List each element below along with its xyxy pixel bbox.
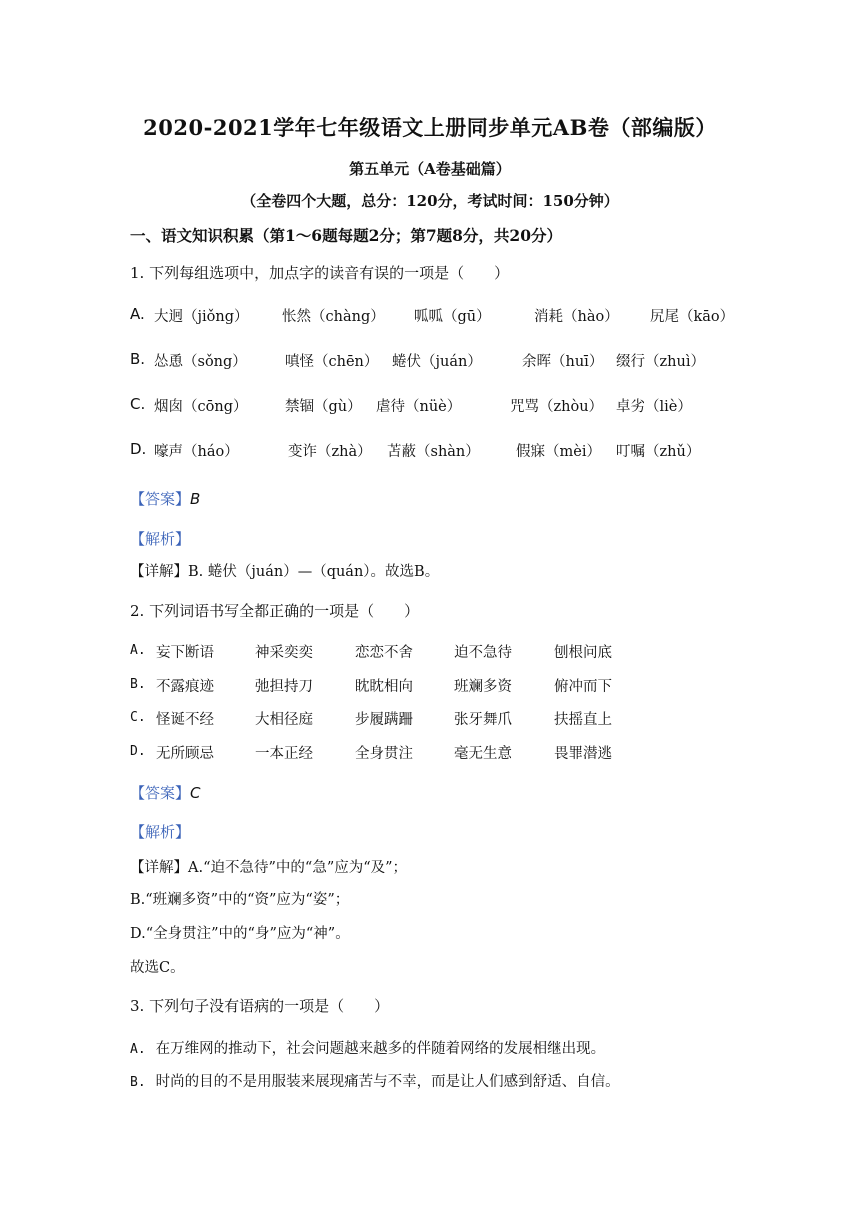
word-item: 妄下断语	[156, 645, 214, 661]
pinyin-item: 变诈（zhà）	[288, 444, 372, 460]
word-item: 扶摇直上	[554, 712, 612, 728]
word-item: 无所顾忌	[156, 746, 214, 762]
word-item: 大相径庭	[255, 712, 313, 728]
detail-line: D.“全身贯注”中的“身”应为“神”。	[130, 926, 350, 942]
option-label: A.	[130, 305, 145, 323]
q2-option-d	[130, 742, 650, 764]
pinyin-item: 禁锢（gù）	[285, 399, 362, 415]
pinyin-item: 尻尾（kāo）	[650, 309, 735, 325]
sentence-text: 时尚的目的不是用服装来展现痛苦与不幸，而是让人们感到舒适、自信。	[155, 1074, 620, 1090]
word-item: 迫不急待	[454, 645, 512, 661]
option-label: C.	[130, 395, 146, 413]
pinyin-item: 假寐（mèi）	[516, 444, 601, 460]
pinyin-item: 蜷伏（juán）	[392, 354, 482, 370]
pinyin-item: 嗔怪（chēn）	[285, 354, 379, 370]
detail-line: 【详解】B. 蜷伏（juán）—（quán）。故选B。	[130, 564, 440, 580]
analysis-tag-1: 【解析】	[130, 530, 191, 548]
option-label: C.	[130, 710, 146, 725]
word-item: 怪诞不经	[156, 712, 214, 728]
word-item: 刨根问底	[554, 645, 612, 661]
answer-value: C	[190, 784, 201, 802]
word-item: 步履蹒跚	[355, 712, 413, 728]
answer-value: B	[190, 490, 201, 508]
q3-option-b	[130, 1070, 620, 1091]
word-item: 不露痕迹	[156, 679, 214, 695]
q1-option-a	[130, 305, 770, 329]
word-item: 神采奕奕	[255, 645, 313, 661]
option-label: B.	[130, 350, 146, 368]
word-item: 俯冲而下	[554, 679, 612, 695]
answer-line-2	[130, 782, 201, 803]
pinyin-item: 叮嘱（zhǔ）	[616, 444, 701, 460]
pinyin-item: 虐待（nüè）	[376, 399, 462, 415]
q3-option-a	[130, 1037, 605, 1058]
option-label: B.	[130, 677, 146, 692]
pinyin-item: 嚎声（háo）	[154, 444, 239, 460]
question-2-stem: 2. 下列词语书写全都正确的一项是（ ）	[130, 602, 420, 620]
doc-subtitle: 第五单元（A卷基础篇）	[349, 160, 511, 178]
option-label: A.	[130, 643, 146, 658]
detail-line: 故选C。	[130, 960, 185, 976]
word-item: 毫无生意	[454, 746, 512, 762]
option-label: D.	[130, 744, 146, 759]
option-label: B.	[130, 1075, 146, 1090]
word-item: 弛担持刀	[255, 679, 313, 695]
answer-line-1	[130, 488, 200, 509]
pinyin-item: 消耗（hào）	[534, 309, 619, 325]
q2-option-b	[130, 675, 650, 697]
question-1-stem: 1. 下列每组选项中，加点字的读音有误的一项是（ ）	[130, 264, 510, 282]
q1-option-c	[130, 395, 770, 419]
pinyin-item: 呱呱（gū）	[414, 309, 491, 325]
pinyin-item: 苫蔽（shàn）	[387, 444, 480, 460]
pinyin-item: 咒骂（zhòu）	[510, 399, 604, 415]
detail-line: 【详解】A.“迫不急待”中的“急”应为“及”；	[130, 860, 408, 876]
pinyin-item: 余晖（huī）	[522, 354, 604, 370]
q2-option-c	[130, 708, 650, 730]
word-item: 眈眈相向	[355, 679, 413, 695]
pinyin-item: 缀行（zhuì）	[616, 354, 705, 370]
q1-option-d	[130, 440, 770, 464]
doc-title: 2020-2021学年七年级语文上册同步单元AB卷（部编版）	[143, 115, 717, 140]
pinyin-item: 怂恿（sǒng）	[154, 354, 247, 370]
answer-tag: 【答案】	[130, 490, 191, 508]
word-item: 全身贯注	[355, 746, 413, 762]
q1-option-b	[130, 350, 770, 374]
word-item: 班斓多资	[454, 679, 512, 695]
word-item: 一本正经	[255, 746, 313, 762]
pinyin-item: 怅然（chàng）	[282, 309, 385, 325]
pinyin-item: 烟囱（cōng）	[154, 399, 248, 415]
answer-tag: 【答案】	[130, 784, 191, 802]
question-3-stem: 3. 下列句子没有语病的一项是（ ）	[130, 997, 390, 1015]
pinyin-item: 卓劣（liè）	[616, 399, 692, 415]
option-label: D.	[130, 440, 147, 458]
exam-info: （全卷四个大题，总分：120分，考试时间：150分钟）	[241, 192, 619, 210]
sentence-text: 在万维网的推动下，社会问题越来越多的伴随着网络的发展相继出现。	[155, 1041, 606, 1057]
word-item: 畏罪潜逃	[554, 746, 612, 762]
word-item: 恋恋不舍	[355, 645, 413, 661]
section-heading-1: 一、语文知识积累（第1～6题每题2分；第7题8分，共20分）	[130, 226, 562, 245]
option-label: A.	[130, 1042, 146, 1057]
analysis-tag-2: 【解析】	[130, 823, 191, 841]
detail-line: B.“班斓多资”中的“资”应为“姿”；	[130, 892, 350, 908]
pinyin-item: 大迥（jiǒng）	[154, 309, 249, 325]
q2-option-a	[130, 641, 650, 663]
word-item: 张牙舞爪	[454, 712, 512, 728]
